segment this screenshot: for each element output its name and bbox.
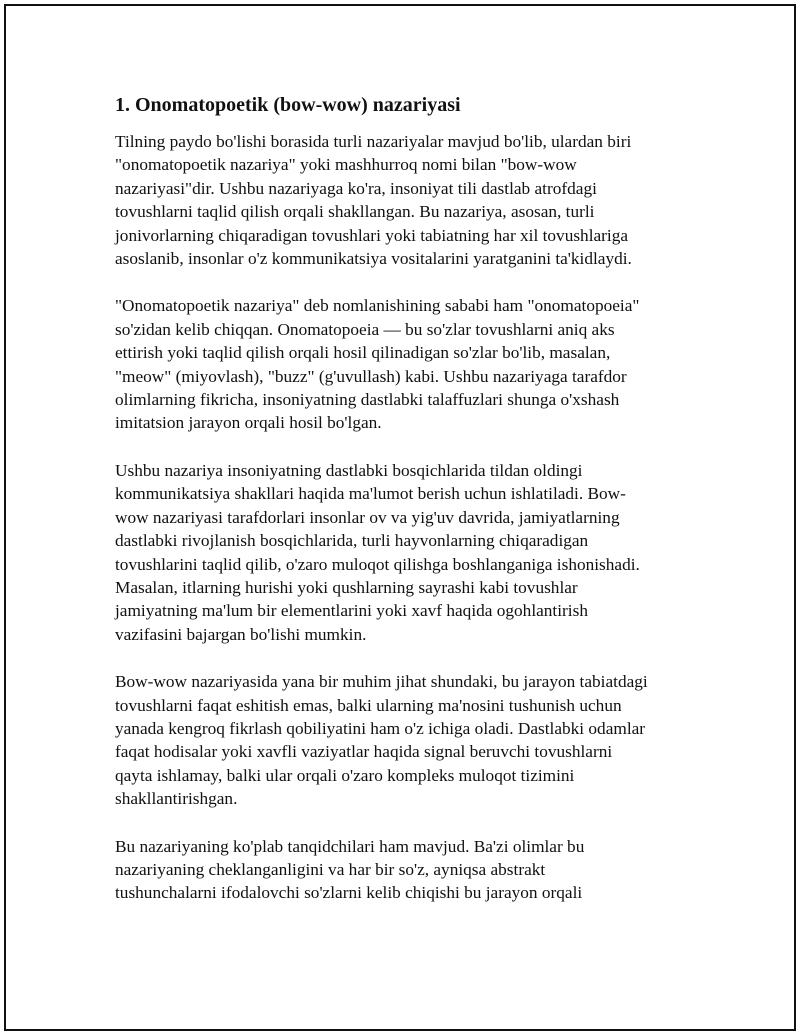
text-line: vazifasini bajargan bo'lishi mumkin.	[115, 624, 367, 644]
text-line: tovushlarini taqlid qilib, o'zaro muloqot qilishga boshlanganiga ishonishadi.	[115, 554, 640, 574]
text-line: kommunikatsiya shakllari haqida ma'lumot berish uchun ishlatiladi. Bow-	[115, 484, 626, 504]
text-line: yanada kengroq fikrlash qobiliyatini ham o'z ichiga oladi. Dastlabki odamlar	[115, 718, 646, 738]
document-body	[115, 92, 691, 929]
text-line: Tilning paydo bo'lishi borasida turli nazariyalar mavjud bo'lib, ulardan biri	[115, 132, 632, 151]
text-line: wow nazariyasi tarafdorlari insonlar ov va yig'uv davrida, jamiyatlarning	[115, 507, 620, 527]
text-line: nazariyaning cheklanganligini va har bir so'z, ayniqsa abstrakt	[115, 859, 546, 879]
text-line: nazariyasi"dir. Ushbu nazariyaga ko'ra, insoniyat tili dastlab atrofdagi	[115, 178, 597, 198]
paragraph-1	[115, 130, 691, 270]
text-line: Masalan, itlarning hurishi yoki qushlarning sayrashi kabi tovushlar	[115, 577, 578, 597]
text-line: Bu nazariyaning ko'plab tanqidchilari ham mavjud. Ba'zi olimlar bu	[115, 836, 585, 856]
text-line: jamiyatning ma'lum bir elementlarini yoki xavf haqida ogohlantirish	[115, 601, 588, 621]
paragraph-2	[115, 294, 691, 434]
text-line: olimlarning fikricha, insoniyatning dastlabki talaffuzlari shunga o'xshash	[115, 390, 620, 410]
paragraph-3	[115, 459, 691, 646]
paragraph-4	[115, 670, 691, 810]
text-line: qayta ishlamay, balki ular orqali o'zaro kompleks muloqot tizimini	[115, 765, 575, 785]
text-line: Ushbu nazariya insoniyatning dastlabki bosqichlarida tildan oldingi	[115, 460, 583, 480]
section-heading: 1. Onomatopoetik (bow-wow) nazariyasi	[115, 94, 461, 116]
text-line: tushunchalarni ifodalovchi so'zlarni kelib chiqishi bu jarayon orqali	[115, 883, 583, 903]
paragraph-5	[115, 835, 691, 905]
text-line: shakllantirishgan.	[115, 789, 238, 809]
text-line: ettirish yoki taqlid qilish orqali hosil qilinadigan so'zlar bo'lib, masalan,	[115, 343, 611, 363]
text-line: imitatsion jarayon orqali hosil bo'lgan.	[115, 413, 382, 433]
text-line: Bow-wow nazariyasida yana bir muhim jihat shundaki, bu jarayon tabiatdagi	[115, 672, 648, 692]
text-line: "onomatopoetik nazariya" yoki mashhurroq nomi bilan "bow-wow	[115, 155, 577, 175]
text-line: asoslanib, insonlar o'z kommunikatsiya vositalarini yaratganini ta'kidlaydi.	[115, 249, 632, 269]
text-line: jonivorlarning chiqaradigan tovushlari yoki tabiatning har xil tovushlariga	[115, 225, 629, 245]
text-line: dastlabki rivojlanish bosqichlarida, turli hayvonlarning chiqaradigan	[115, 531, 589, 551]
text-line: so'zidan kelib chiqqan. Onomatopoeia — bu so'zlar tovushlarni aniq aks	[115, 319, 615, 339]
text-line: tovushlarni taqlid qilish orqali shakllangan. Bu nazariya, asosan, turli	[115, 202, 595, 222]
text-line: "Onomatopoetik nazariya" deb nomlanishining sababi ham "onomatopoeia"	[115, 296, 640, 316]
text-line: tovushlarni faqat eshitish emas, balki ularning ma'nosini tushunish uchun	[115, 695, 622, 715]
text-line: "meow" (miyovlash), "buzz" (g'uvullash) kabi. Ushbu nazariyaga tarafdor	[115, 366, 627, 386]
text-line: faqat hodisalar yoki xavfli vaziyatlar haqida signal beruvchi tovushlarni	[115, 742, 613, 762]
